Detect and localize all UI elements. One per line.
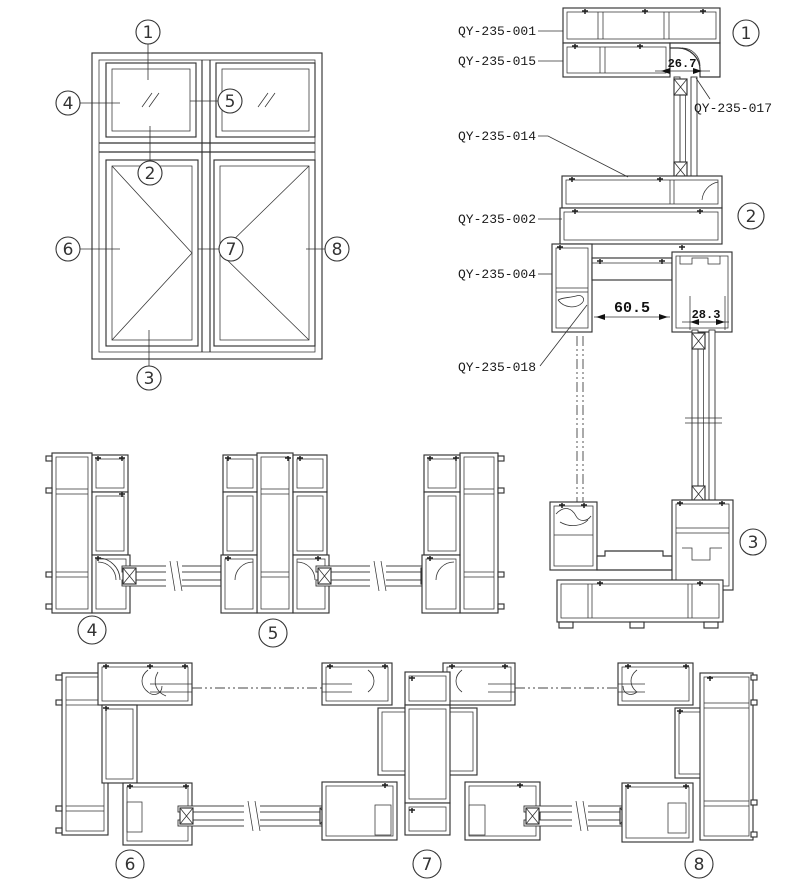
glass-bar-bottom-left [178,801,336,831]
detail-5-mullion [221,453,436,647]
marker-5: 5 [224,92,236,112]
dimension-60-5 [594,300,670,320]
fixed-glass-vertical [674,77,697,180]
marker-7: 7 [225,240,237,260]
label-qy-235-015: QY-235-015 [457,54,536,69]
detail-4-left-jamb [46,453,236,644]
label-qy-235-004: QY-235-004 [457,267,536,282]
detail-8-frame-sash-right [618,663,757,878]
frame-profile [700,673,753,840]
detail-1-head [458,8,772,180]
marker-1: 1 [142,23,154,43]
marker-8-detail: 8 [693,855,705,875]
head-frame-profile [563,8,720,43]
glass-bar-bottom-right [524,801,636,831]
label-qy-235-017: QY-235-017 [694,101,773,116]
marker-3-detail: 3 [747,533,759,553]
head-bead-profile [563,43,670,77]
meeting-stile-tube [405,705,450,803]
marker-8: 8 [331,240,343,260]
marker-7-detail: 7 [421,855,433,875]
dim-60-5-text: 60.5 [613,300,651,317]
window-elevation [56,20,349,390]
glass-bar-left [122,561,236,591]
marker-4: 4 [62,94,74,114]
marker-1-detail: 1 [740,24,752,44]
detail-3-sill [550,500,766,628]
transom-tube-profile [560,208,722,244]
marker-5-detail: 5 [267,624,279,644]
sill-base-profile [557,580,723,622]
detail-7-meeting-stile [322,663,636,878]
glazing-channel-bottom [672,500,733,590]
marker-2: 2 [144,164,156,184]
mullion-profile [257,453,293,613]
marker-2-detail: 2 [745,207,757,227]
label-qy-235-002: QY-235-002 [457,212,536,227]
marker-3: 3 [143,369,155,389]
glass-bar-right [316,561,436,591]
marker-4-detail: 4 [86,621,98,641]
bottom-left-casement [106,160,198,346]
marker-6-detail: 6 [124,855,136,875]
jamb-frame-profile [52,453,92,613]
label-qy-235-014: QY-235-014 [457,129,536,144]
label-qy-235-018: QY-235-018 [457,360,536,375]
sill-flange [597,551,672,570]
transom-bead-profile [562,176,722,208]
detail-right-jamb-mirror [422,453,504,613]
dim-28-3-text: 28.3 [691,308,721,322]
detail-6-frame-sash-left [56,663,336,878]
dim-26-7-text: 26.7 [667,57,697,71]
label-qy-235-001: QY-235-001 [457,24,536,39]
lower-glass-vertical [685,330,722,502]
top-left-fixed-pane [106,63,196,137]
marker-6: 6 [62,240,74,260]
detail-2-transom [458,129,764,508]
